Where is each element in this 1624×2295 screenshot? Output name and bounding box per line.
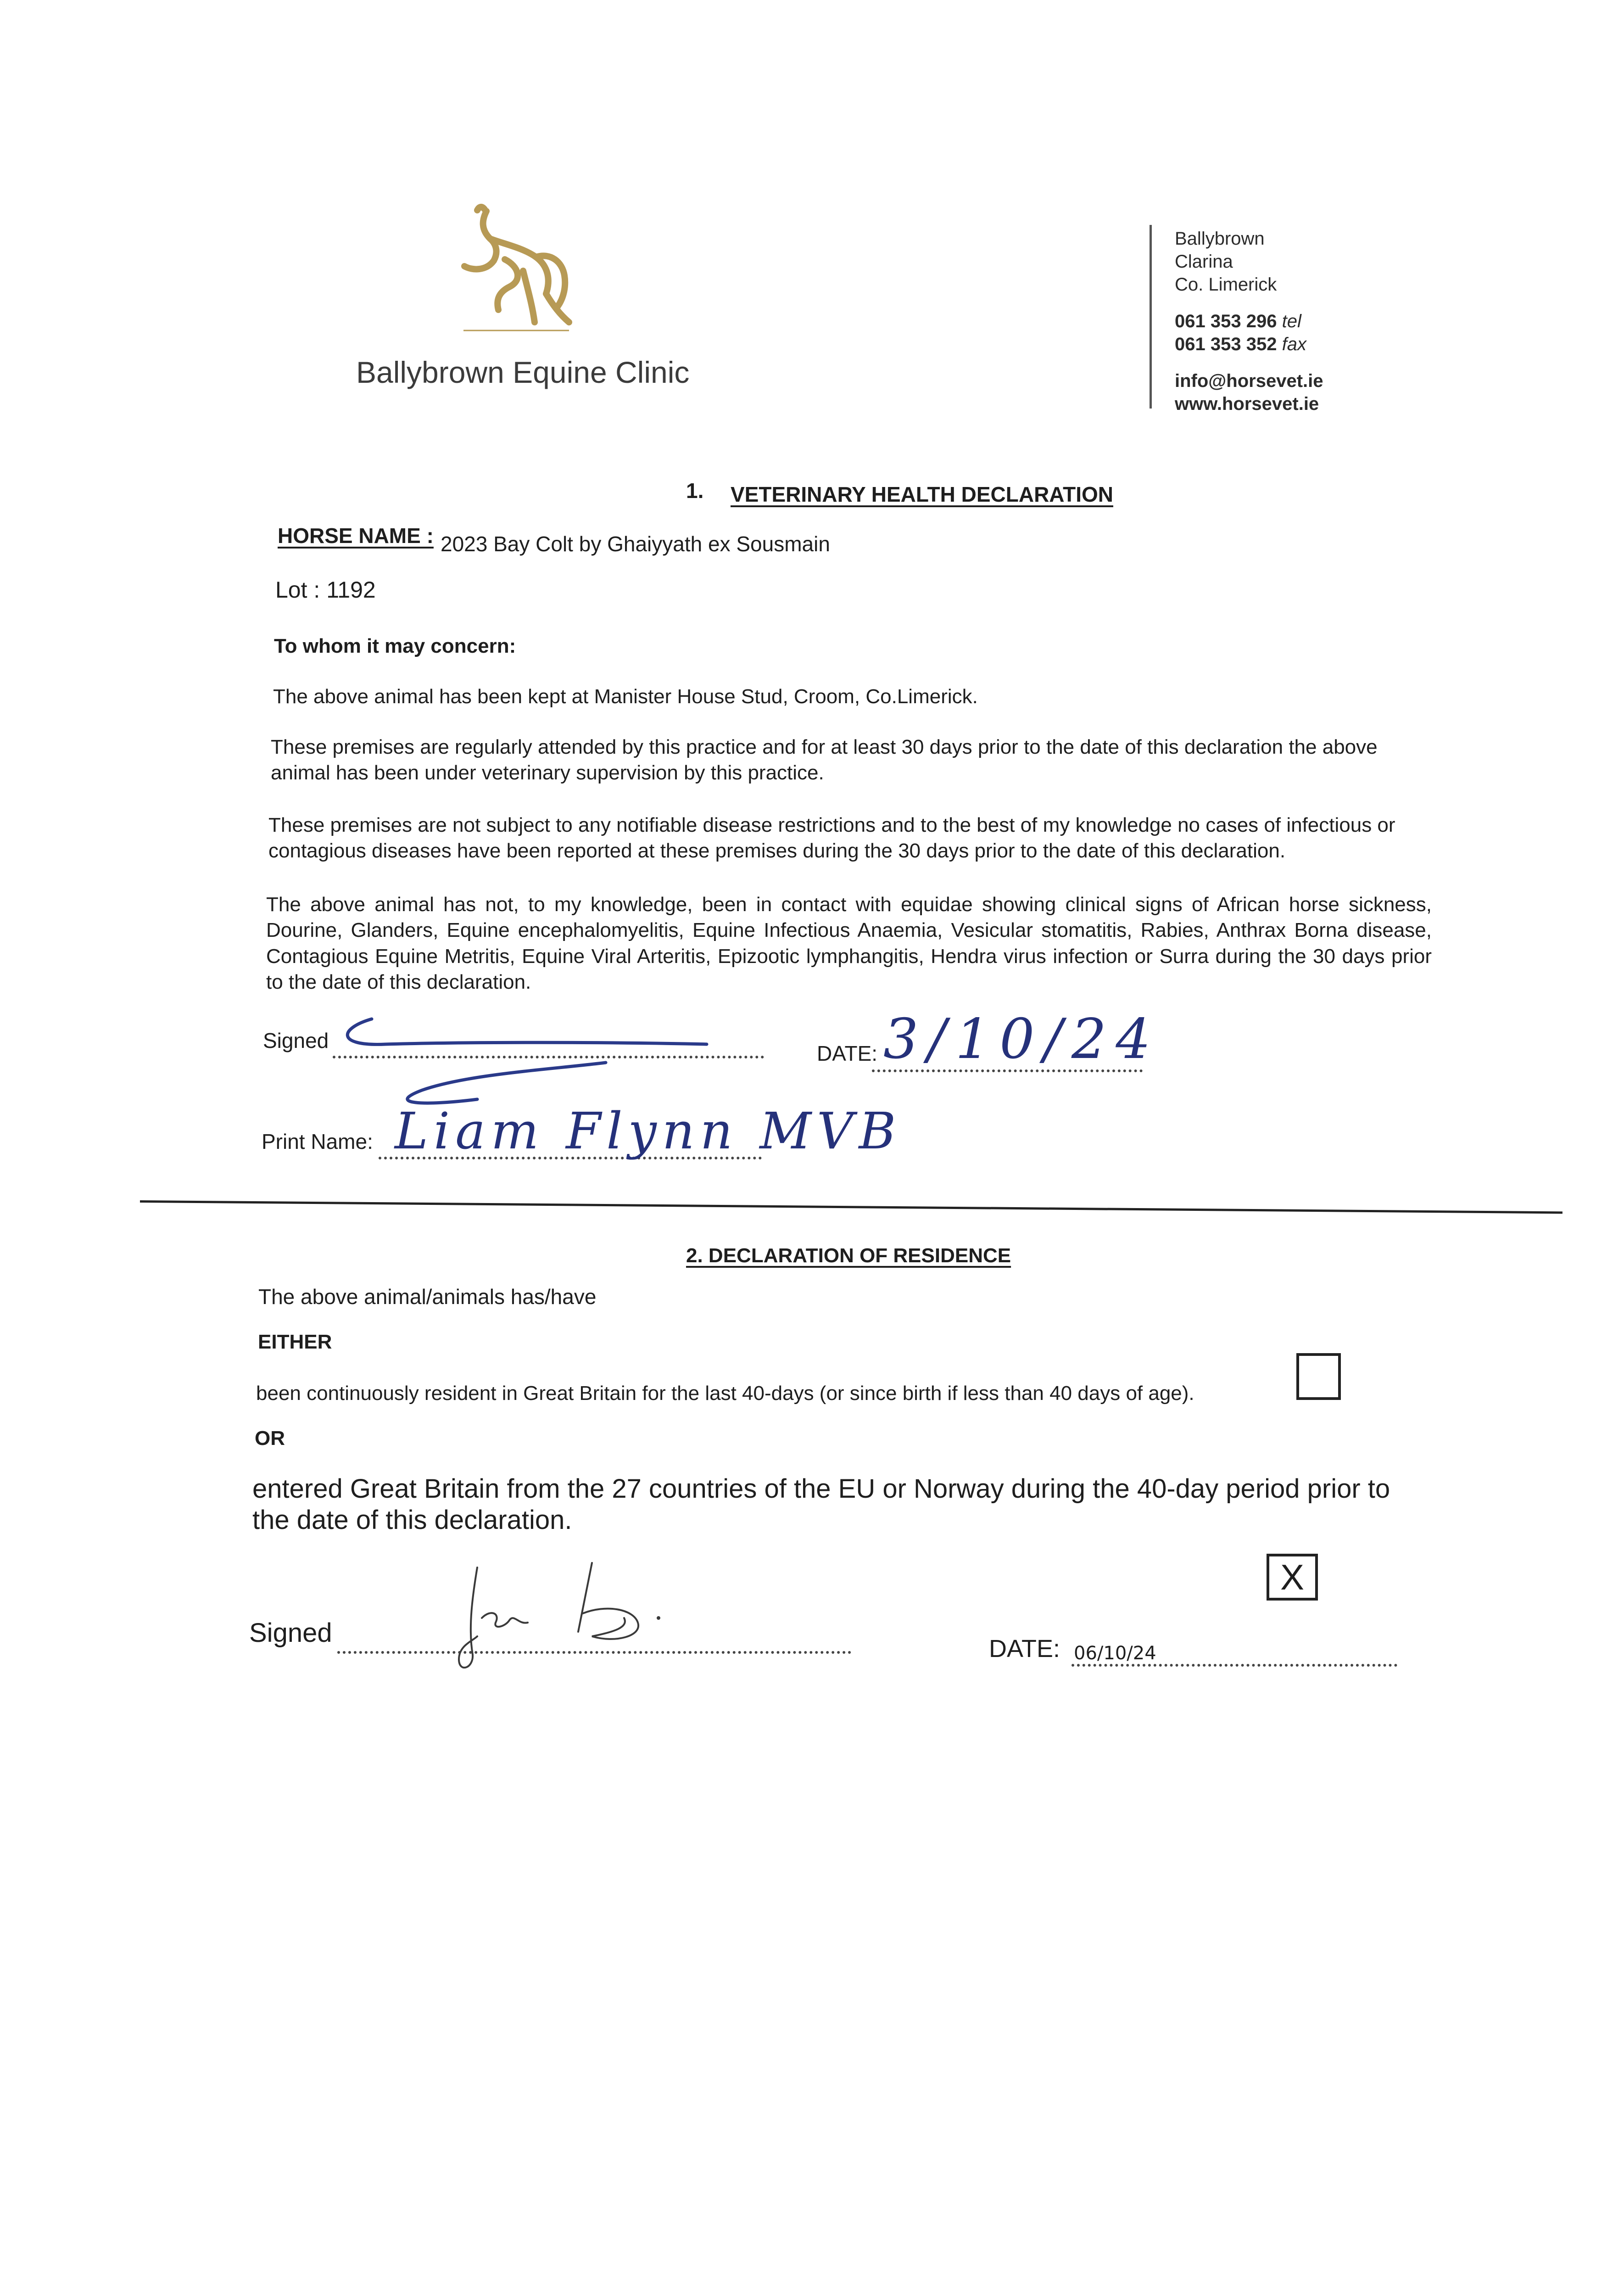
date-label-1: DATE: xyxy=(817,1041,878,1065)
website: www.horsevet.ie xyxy=(1175,394,1319,414)
paragraph-supervision: These premises are regularly attended by this practice and for at least 30 days prior to the date of this declaration the above animal has been under veterinary supervision by this practice. xyxy=(271,736,1378,784)
vet-handwritten-date: 3/10/24 xyxy=(883,1008,1160,1071)
or-label: OR xyxy=(255,1427,285,1450)
address-line: Clarina xyxy=(1175,252,1233,272)
address-block xyxy=(1175,227,1323,415)
clinic-name: Ballybrown Equine Clinic xyxy=(356,355,690,389)
email: info@horsevet.ie xyxy=(1175,371,1323,391)
lot-line xyxy=(275,576,376,604)
option2-text: entered Great Britain from the 27 countries of the EU or Norway during the 40-day period prior to the date of this declaration. xyxy=(252,1474,1390,1535)
signed-label-1: Signed xyxy=(263,1029,329,1052)
paragraph-kept-at: The above animal has been kept at Manister House Stud, Croom, Co.Limerick. xyxy=(273,685,978,708)
option1-text: been continuously resident in Great Britain for the last 40-days (or since birth if less than 40 days of age). xyxy=(256,1382,1194,1405)
vet-signature xyxy=(330,1010,743,1115)
address-line: Co. Limerick xyxy=(1175,274,1277,295)
signed-label-2: Signed xyxy=(249,1618,332,1648)
paragraph-disease-restrictions: These premises are not subject to any notifiable disease restrictions and to the best of my knowledge no cases of infectious or contagious diseases have been reported at these premises during the 30 days prior to the date of this declaration. xyxy=(268,814,1395,862)
paragraph-contact: The above animal has not, to my knowledge, been in contact with equidae showing clinical signs of African horse sickness, Dourine, Glanders, Equine encephalomyelitis, Equine Infectious Anaemia, Vesicular stomatitis, Rabies, Anthrax Borna disease, Contagious Equine Metritis, Equine Viral Arteritis, Epizootic lymphangitis, Hendra virus infection or Surra during the 30 days prior to the date of this declaration. xyxy=(266,893,1432,993)
salutation: To whom it may concern: xyxy=(274,635,516,657)
section2-title: 2. DECLARATION OF RESIDENCE xyxy=(686,1244,1011,1267)
option2-check-mark: X xyxy=(1280,1557,1305,1597)
date-label-2: DATE: xyxy=(989,1635,1060,1662)
vet-handwritten-name: Liam Flynn MVB xyxy=(395,1102,902,1160)
option2-checkbox[interactable] xyxy=(1267,1554,1318,1601)
section1-number: 1. xyxy=(686,479,704,503)
address-line: Ballybrown xyxy=(1175,229,1265,249)
section2-intro: The above animal/animals has/have xyxy=(258,1285,597,1309)
lot-label: Lot : xyxy=(275,577,320,603)
option1-checkbox[interactable] xyxy=(1296,1353,1341,1400)
rearing-horse-logo-icon xyxy=(454,202,583,335)
telephone: 061 353 296 tel xyxy=(1175,311,1301,331)
section-separator xyxy=(140,1200,1563,1214)
residence-date-value: 06/10/24 xyxy=(1074,1643,1156,1664)
either-label: EITHER xyxy=(258,1331,332,1353)
owner-signature xyxy=(441,1558,698,1678)
section1-title: VETERINARY HEALTH DECLARATION xyxy=(731,482,1113,506)
letterhead-divider xyxy=(1150,225,1152,409)
horse-name-label: HORSE NAME : xyxy=(278,524,434,548)
print-name-label: Print Name: xyxy=(262,1130,373,1153)
letterhead xyxy=(0,0,1624,436)
lot-value: 1192 xyxy=(326,577,376,603)
fax: 061 353 352 fax xyxy=(1175,334,1306,354)
horse-name-value: 2023 Bay Colt by Ghaiyyath ex Sousmain xyxy=(441,532,830,556)
